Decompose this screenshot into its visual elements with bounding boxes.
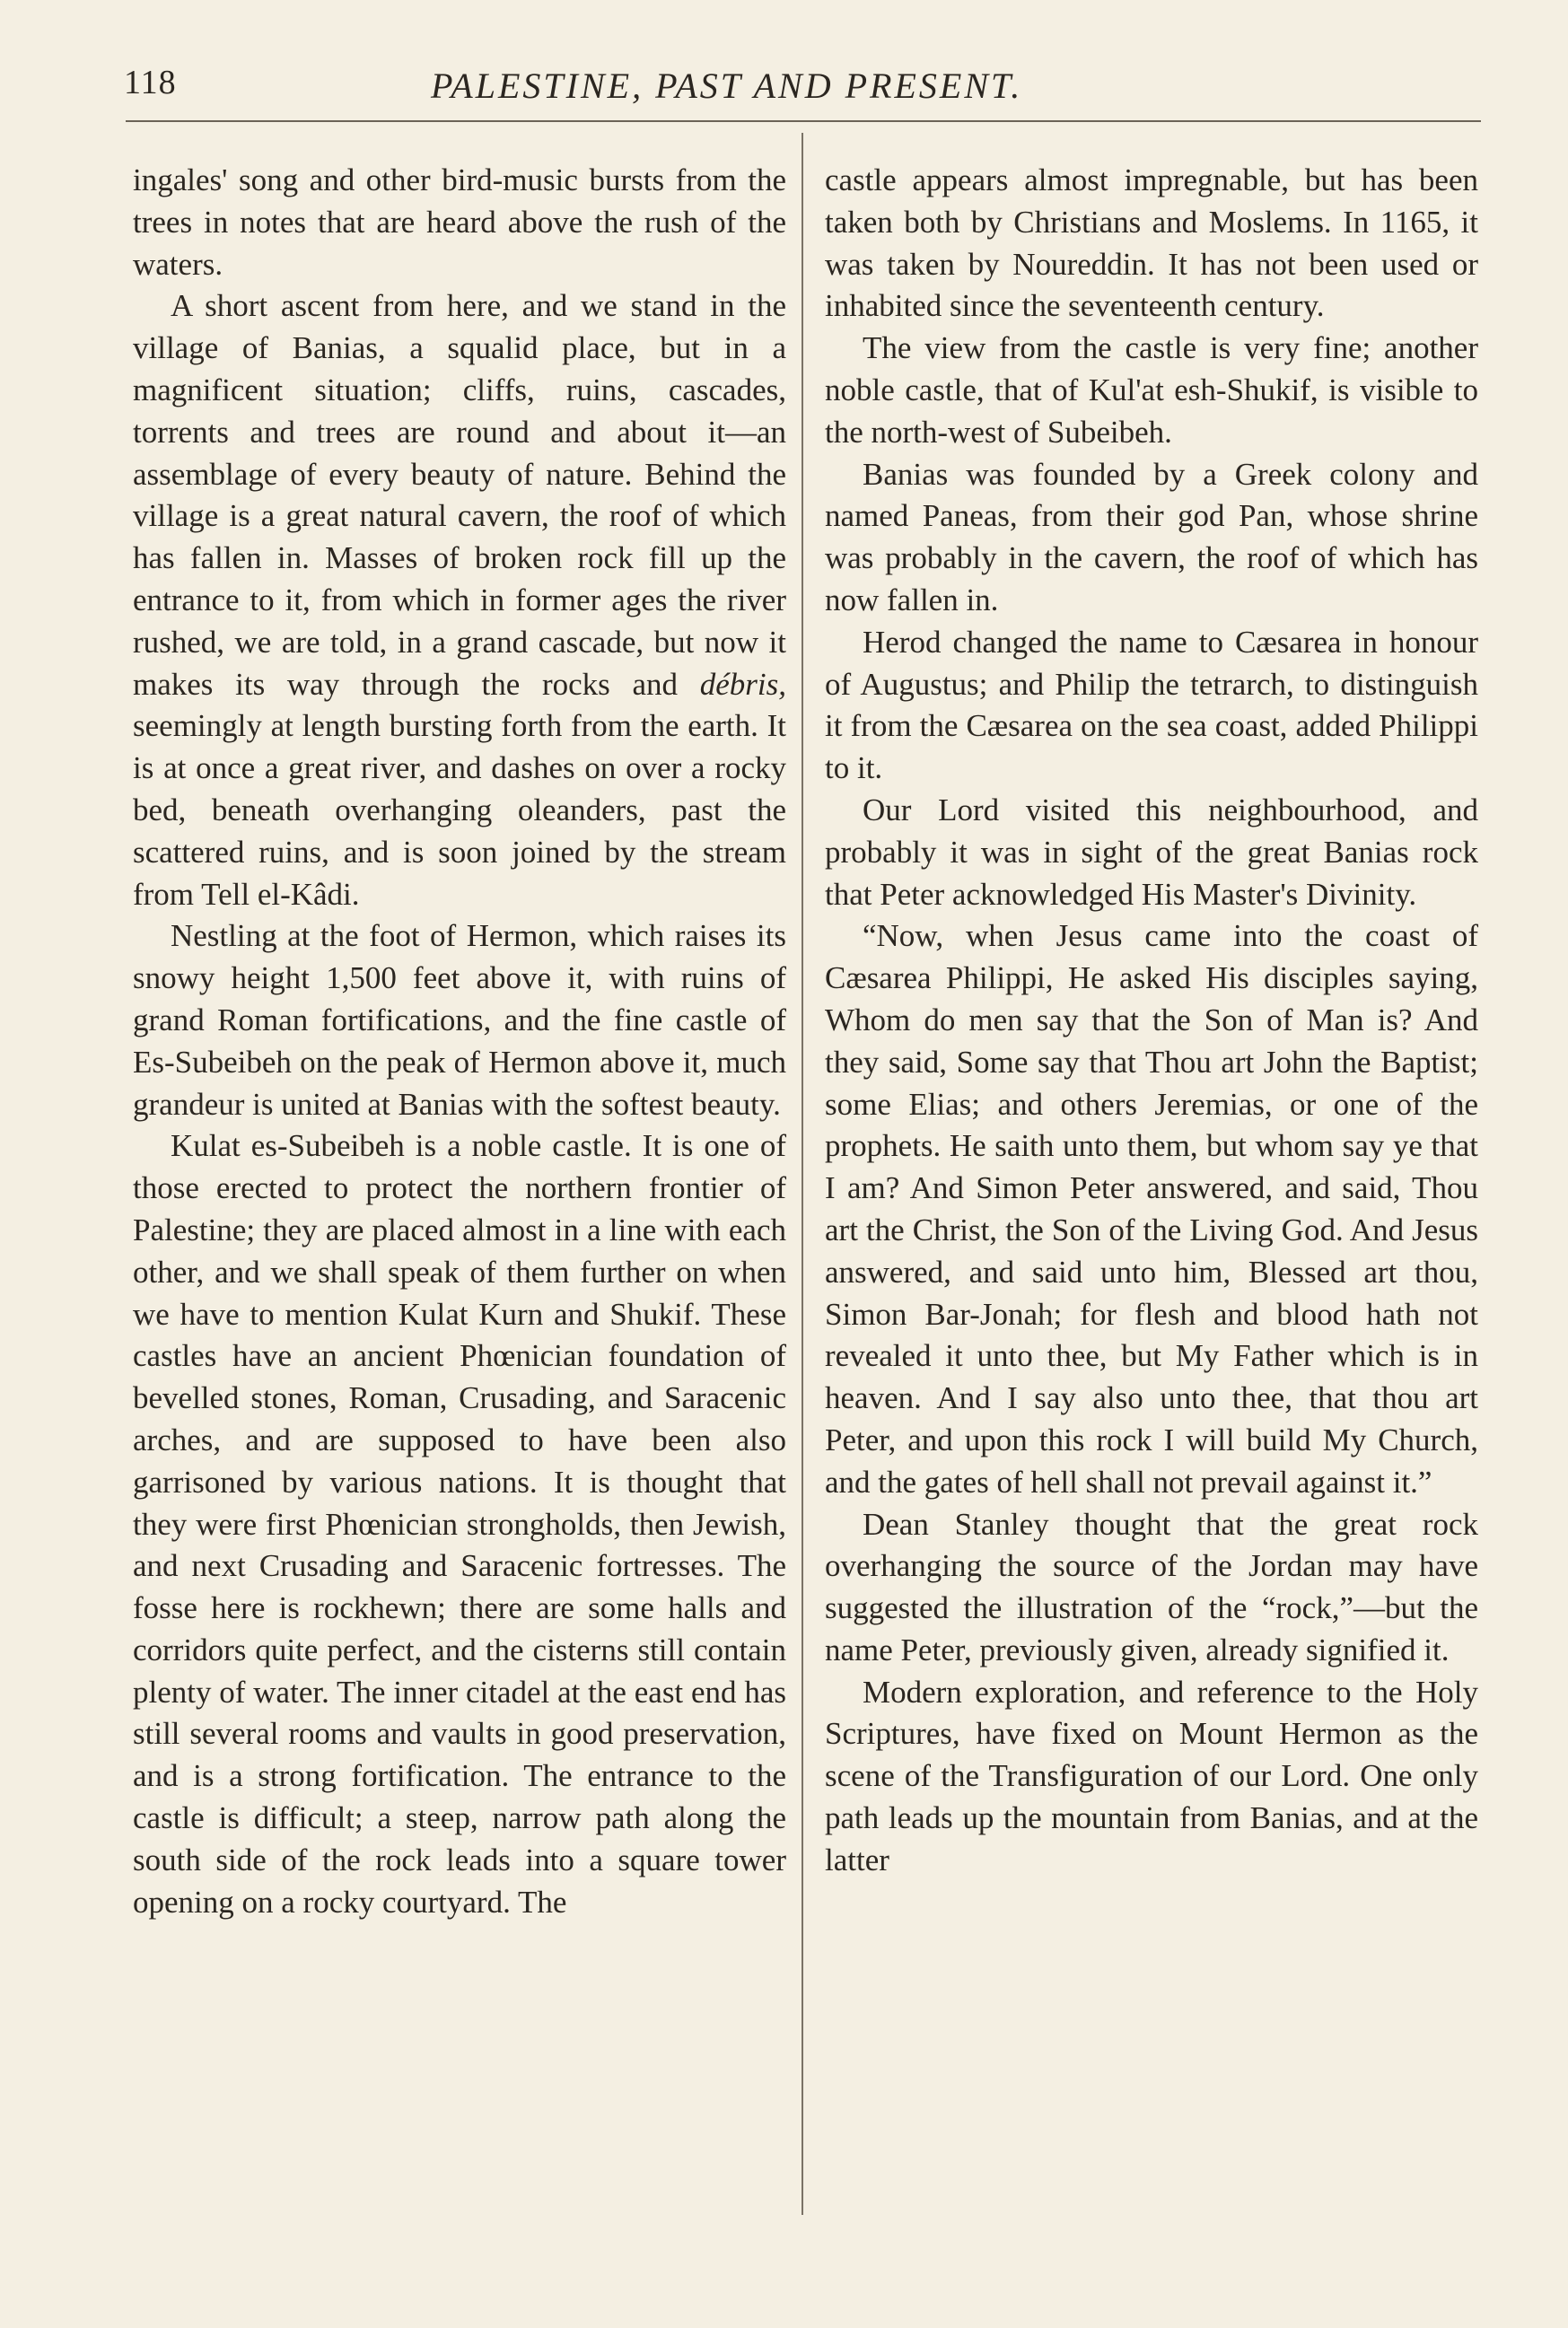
right-paragraph-4: Herod changed the name to Cæsarea in honour of Augustus; and Philip the tetrarch, to distinguish it from the Cæsarea on the sea coast, added Philippi to it.: [825, 624, 1478, 786]
left-paragraph-2-end: seemingly at length bursting forth from the earth. It is at once a great river, and dashes on over a rocky bed, beneath overhanging oleanders, past the scattered ruins, and is soon joined by the stream from Tell el-Kâdi.: [133, 708, 786, 912]
column-divider: [802, 133, 803, 2215]
left-column: [133, 160, 786, 1923]
right-paragraph-6: “Now, when Jesus came into the coast of Cæsarea Philippi, He asked His disciples saying, Whom do men say that the Son of Man is? And they said, Some say that Thou art John the Baptist; some Elias; and others Jeremias, or one of the prophets. He saith unto them, but whom say ye that I am? And Simon Peter answered, and said, Thou art the Christ, the Son of the Living God. And Jesus answered, and said unto him, Blessed art thou, Simon Bar-Jonah; for flesh and blood hath not revealed it unto thee, but My Father which is in heaven. And I say also unto thee, that thou art Peter, and upon this rock I will build My Church, and the gates of hell shall not prevail against it.”: [825, 918, 1478, 1500]
debris-italic: débris,: [699, 666, 787, 702]
right-paragraph-5: Our Lord visited this neighbourhood, and probably it was in sight of the great Banias rock that Peter acknowledged His Master's Divinity.: [825, 792, 1478, 912]
left-paragraph-2-text: A short ascent from here, and we stand in the village of Banias, a squalid place, but in a magnificent situation; cliffs, ruins, cascades, torrents and trees are round and about it—an assemblage of every beauty of nature. Behind the village is a great natural cavern, the roof of which has fallen in. Masses of broken rock fill up the entrance to it, from which in former ages the river rushed, we are told, in a grand cascade, but now it makes its way through the rocks and: [133, 288, 786, 702]
left-paragraph-4: Kulat es-Subeibeh is a noble castle. It is one of those erected to protect the northern frontier of Palestine; they are placed almost in a line with each other, and we shall speak of them further on when we have to mention Kulat Kurn and Shukif. These castles have an ancient Phœnician foundation of bevelled stones, Roman, Crusading, and Saracenic arches, and are supposed to have been also garrisoned by various nations. It is thought that they were first Phœnician strongholds, then Jewish, and next Crusading and Saracenic fortresses. The fosse here is rockhewn; there are some halls and corridors quite perfect, and the cisterns still contain plenty of water. The inner citadel at the east end has still several rooms and vaults in good preservation, and is a strong fortification. The entrance to the castle is difficult; a steep, narrow path along the south side of the rock leads into a square tower opening on a rocky courtyard. The: [133, 1128, 786, 1920]
right-column: [825, 160, 1478, 1882]
running-head-title: PALESTINE, PAST AND PRESENT.: [431, 66, 1023, 106]
left-paragraph-2: [133, 285, 786, 915]
left-paragraph-1: ingales' song and other bird-music bursts from the trees in notes that are heard above the rush of the waters.: [133, 162, 786, 282]
right-paragraph-8: Modern exploration, and reference to the Holy Scriptures, have fixed on Mount Hermon as the scene of the Transfiguration of our Lord. One only path leads up the mountain from Banias, and at the latter: [825, 1674, 1478, 1877]
right-paragraph-1: castle appears almost impregnable, but has been taken both by Christians and Moslems. In 1165, it was taken by Noureddin. It has not been used or inhabited since the seventeenth century.: [825, 162, 1478, 324]
header-rule: [126, 120, 1481, 122]
right-paragraph-7: Dean Stanley thought that the great rock overhanging the source of the Jordan may have suggested the illustration of the “rock,”—but the name Peter, previously given, already signified it.: [825, 1506, 1478, 1667]
right-paragraph-2: The view from the castle is very fine; another noble castle, that of Kul'at esh-Shukif, is visible to the north-west of Subeibeh.: [825, 330, 1478, 450]
right-paragraph-3: Banias was founded by a Greek colony and named Paneas, from their god Pan, whose shrine was probably in the cavern, the roof of which has now fallen in.: [825, 456, 1478, 617]
left-paragraph-3: Nestling at the foot of Hermon, which raises its snowy height 1,500 feet above it, with ruins of grand Roman fortifications, and the fine castle of Es-Subeibeh on the peak of Hermon above it, much grandeur is united at Banias with the softest beauty.: [133, 918, 786, 1122]
page-number: 118: [124, 64, 177, 101]
